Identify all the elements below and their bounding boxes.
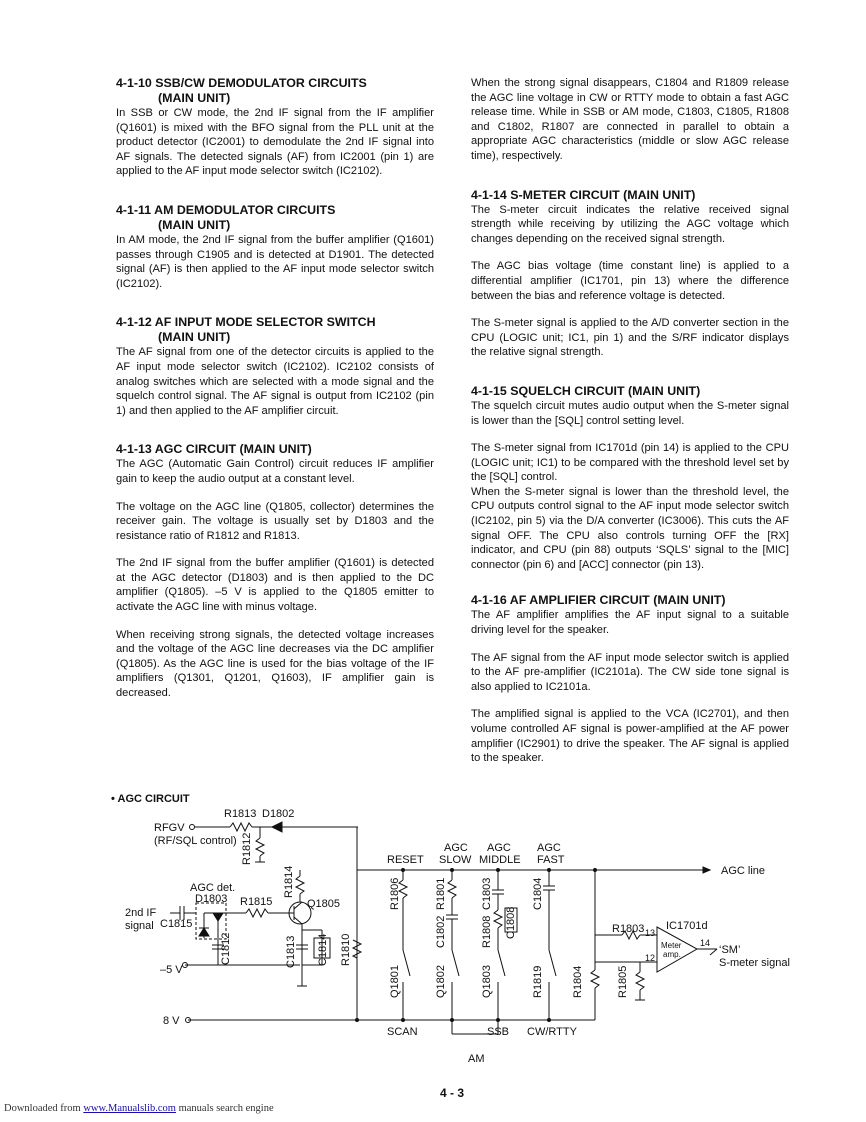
download-footer: Downloaded from www.Manualslib.com manuals search engine bbox=[4, 1103, 274, 1114]
label-q1803: Q1803 bbox=[481, 964, 493, 998]
paragraph: When receiving strong signals, the detected voltage increases and the voltage of the AGC line decreases via the DC amplifier (Q1805). As the AGC line is used for the bias voltage of the IF amplifiers (Q1301, Q1201, Q1603), IF amplifier gain is decreased. bbox=[116, 628, 434, 700]
label-slow: SLOW bbox=[439, 854, 472, 866]
paragraph: In AM mode, the 2nd IF signal from the buffer amplifier (Q1601) passes through C1905 and is detected at D1901. The detected signal (AF) is then applied to the AF input mode selector switch (IC2102). bbox=[116, 233, 434, 290]
label-pin13: 13 bbox=[645, 928, 656, 938]
label-r1815: R1815 bbox=[240, 896, 273, 908]
section-heading: 4-1-16 AF AMPLIFIER CIRCUIT (MAIN UNIT) bbox=[471, 593, 726, 608]
label-r1805: R1805 bbox=[617, 965, 629, 998]
label-meter: Meter bbox=[661, 941, 682, 950]
label-agc-slow-1: AGC bbox=[444, 842, 468, 854]
label-r1812: R1812 bbox=[241, 832, 253, 865]
label-d1802: D1802 bbox=[262, 808, 295, 820]
label-amp: amp. bbox=[663, 950, 681, 959]
label-c1808: C1808 bbox=[505, 906, 517, 939]
label-q1801: Q1801 bbox=[389, 964, 401, 998]
label-agc-middle-1: AGC bbox=[487, 842, 511, 854]
paragraph: The S-meter signal from IC1701d (pin 14) is applied to the CPU (LOGIC unit; IC1) to be compared with the threshold level set by the [SQL] control. When the S-meter signal is lower than the threshold level, the CPU outputs control signal to the AF input mode selector switch (IC2102, pin 5) via the D/A converter (IC3006). This cuts the AF signal OFF. The CPU also controls turning OFF the [RX] indicator, and CPU (pin 88) outputs ‘SQLS’ signal to the [MIC] connector (pin 6) and [ACC] connector (pin 13). bbox=[471, 442, 789, 571]
paragraph: The AF signal from one of the detector circuits is applied to the AF input mode selector switch (IC2102). IC2102 consists of analog switches which are selected with a mode signal and the squelch control signal. The AF signal is output from IC2102 (pin 1) and then applied to the AF amplifier circuit. bbox=[116, 346, 434, 417]
label-r1804: R1804 bbox=[572, 965, 584, 998]
label-rfgv-sub: (RF/SQL control) bbox=[154, 835, 237, 847]
paragraph: The AGC (Automatic Gain Control) circuit reduces IF amplifier gain to keep the audio output at a constant level. bbox=[116, 458, 434, 485]
paragraph: The voltage on the AGC line (Q1805, collector) determines the receiver gain. The voltage is usually set by D1803 and the resistance ratio of R1812 and R1813. bbox=[116, 500, 434, 542]
paragraph: When the strong signal disappears, C1804 and R1809 release the AGC line voltage in CW or RTTY mode to obtain a fast AGC release time. While in SSB or AM mode, C1803, C1805, R1808 and C1802, R1807 are connected in parallel to obtain a appropriate AGC characteristics (middle or slow AGC release time), respectively. bbox=[471, 77, 789, 162]
section-heading: 4-1-15 SQUELCH CIRCUIT (MAIN UNIT) bbox=[471, 383, 701, 398]
paragraph: The squelch circuit mutes audio output when the S-meter signal is lower than the [SQL] control setting level. bbox=[471, 399, 789, 427]
paragraph: The AF amplifier amplifies the AF input signal to a suitable driving level for the speaker. bbox=[471, 609, 789, 637]
label-c1803: C1803 bbox=[481, 877, 493, 910]
label-rfgv: RFGV bbox=[154, 822, 185, 834]
paragraph: The S-meter signal is applied to the A/D converter section in the CPU (LOGIC unit; IC1, pin 1) and the S/RF indicator displays the relative signal strength. bbox=[471, 317, 789, 359]
label-c1813: C1813 bbox=[285, 935, 297, 968]
label-q1802: Q1802 bbox=[435, 964, 447, 998]
label-sm: ‘SM’ bbox=[719, 944, 741, 956]
label-r1814: R1814 bbox=[283, 865, 295, 898]
label-reset: RESET bbox=[387, 854, 424, 866]
label-signal: signal bbox=[125, 920, 154, 932]
label-c1802: C1802 bbox=[435, 915, 447, 948]
label-pin14: 14 bbox=[700, 938, 711, 948]
section-heading: 4-1-11 AM DEMODULATOR CIRCUITS (MAIN UNIT) bbox=[116, 202, 336, 232]
label-r1813: R1813 bbox=[224, 808, 257, 820]
label-q1805: Q1805 bbox=[307, 898, 341, 910]
paragraph: In SSB or CW mode, the 2nd IF signal from the IF amplifier (Q1601) is mixed with the BFO signal from the PLL unit at the product detector (IC2001) to demodulate the 2nd IF signal into AF signals. The detected signals (AF) from IC2001 (pin 1) are applied to the AF input mode selector switch (IC2102). bbox=[116, 107, 434, 178]
diagram-title: • AGC CIRCUIT bbox=[111, 793, 190, 805]
label-c1815: C1815 bbox=[160, 918, 193, 930]
agc-circuit-diagram bbox=[100, 790, 800, 1070]
section-heading: 4-1-14 S-METER CIRCUIT (MAIN UNIT) bbox=[471, 187, 696, 202]
left-column bbox=[116, 76, 434, 701]
label-ssb: SSB bbox=[487, 1026, 510, 1038]
label-r1810: R1810 bbox=[340, 933, 352, 966]
right-column bbox=[471, 76, 789, 766]
paragraph: The amplified signal is applied to the VCA (IC2701), and then volume controlled AF signal is power-amplified at the AF power amplifier (IC2901) to drive the speaker. The AF signal is applied to the speaker. bbox=[471, 708, 789, 765]
label-fast: FAST bbox=[537, 854, 565, 866]
label-cwrtty: CW/RTTY bbox=[527, 1026, 577, 1038]
label-d1803: D1803 bbox=[195, 893, 228, 905]
label-c1814: C1814 bbox=[317, 933, 329, 966]
label-r1819: R1819 bbox=[532, 965, 544, 998]
label-ic1701d: IC1701d bbox=[666, 920, 708, 932]
label-scan: SCAN bbox=[387, 1026, 418, 1038]
manualslib-link[interactable]: www.Manualslib.com bbox=[83, 1103, 176, 1114]
label-agc-fast-1: AGC bbox=[537, 842, 561, 854]
paragraph: The AGC bias voltage (time constant line) is applied to a differential amplifier (IC1701, pin 13) where the difference between the bias and reference voltage is detected. bbox=[471, 260, 789, 302]
label-r1801: R1801 bbox=[435, 877, 447, 910]
section-heading: 4-1-12 AF INPUT MODE SELECTOR SWITCH (MAIN UNIT) bbox=[116, 315, 376, 345]
label-neg5v: –5 V bbox=[160, 964, 183, 976]
label-middle: MIDDLE bbox=[479, 854, 521, 866]
label-pin12: 12 bbox=[645, 953, 656, 963]
label-r1803: R1803 bbox=[612, 923, 645, 935]
label-8v: 8 V bbox=[163, 1015, 180, 1027]
label-c1804: C1804 bbox=[532, 877, 544, 910]
paragraph: The AF signal from the AF input mode selector switch is applied to the AF pre-amplifier (IC2101a). The CW side tone signal is also applied to IC2101a. bbox=[471, 651, 789, 693]
label-r1806: R1806 bbox=[389, 877, 401, 910]
label-agc-det: AGC det. bbox=[190, 882, 236, 894]
paragraph: The S-meter circuit indicates the relative received signal strength while receiving by utilizing the AGC voltage which changes depending on the received signal strength. bbox=[471, 203, 789, 245]
page-number: 4 - 3 bbox=[440, 1086, 465, 1100]
label-smeter-signal: S-meter signal bbox=[719, 957, 790, 969]
section-heading: 4-1-13 AGC CIRCUIT (MAIN UNIT) bbox=[116, 442, 312, 457]
section-heading: 4-1-10 SSB/CW DEMODULATOR CIRCUITS (MAIN UNIT) bbox=[116, 76, 367, 105]
paragraph: The 2nd IF signal from the buffer amplifier (Q1601) is detected at the AGC detector (D1803) and is then applied to the DC amplifier (Q1805). –5 V is applied to the Q1805 emitter to activate the AGC line with minus voltage. bbox=[116, 557, 434, 614]
label-c1812: C1812 bbox=[220, 932, 232, 965]
label-r1808: R1808 bbox=[481, 915, 493, 948]
label-2nd-if: 2nd IF bbox=[125, 907, 157, 919]
label-agc-line: AGC line bbox=[721, 865, 766, 877]
label-am: AM bbox=[468, 1053, 485, 1065]
